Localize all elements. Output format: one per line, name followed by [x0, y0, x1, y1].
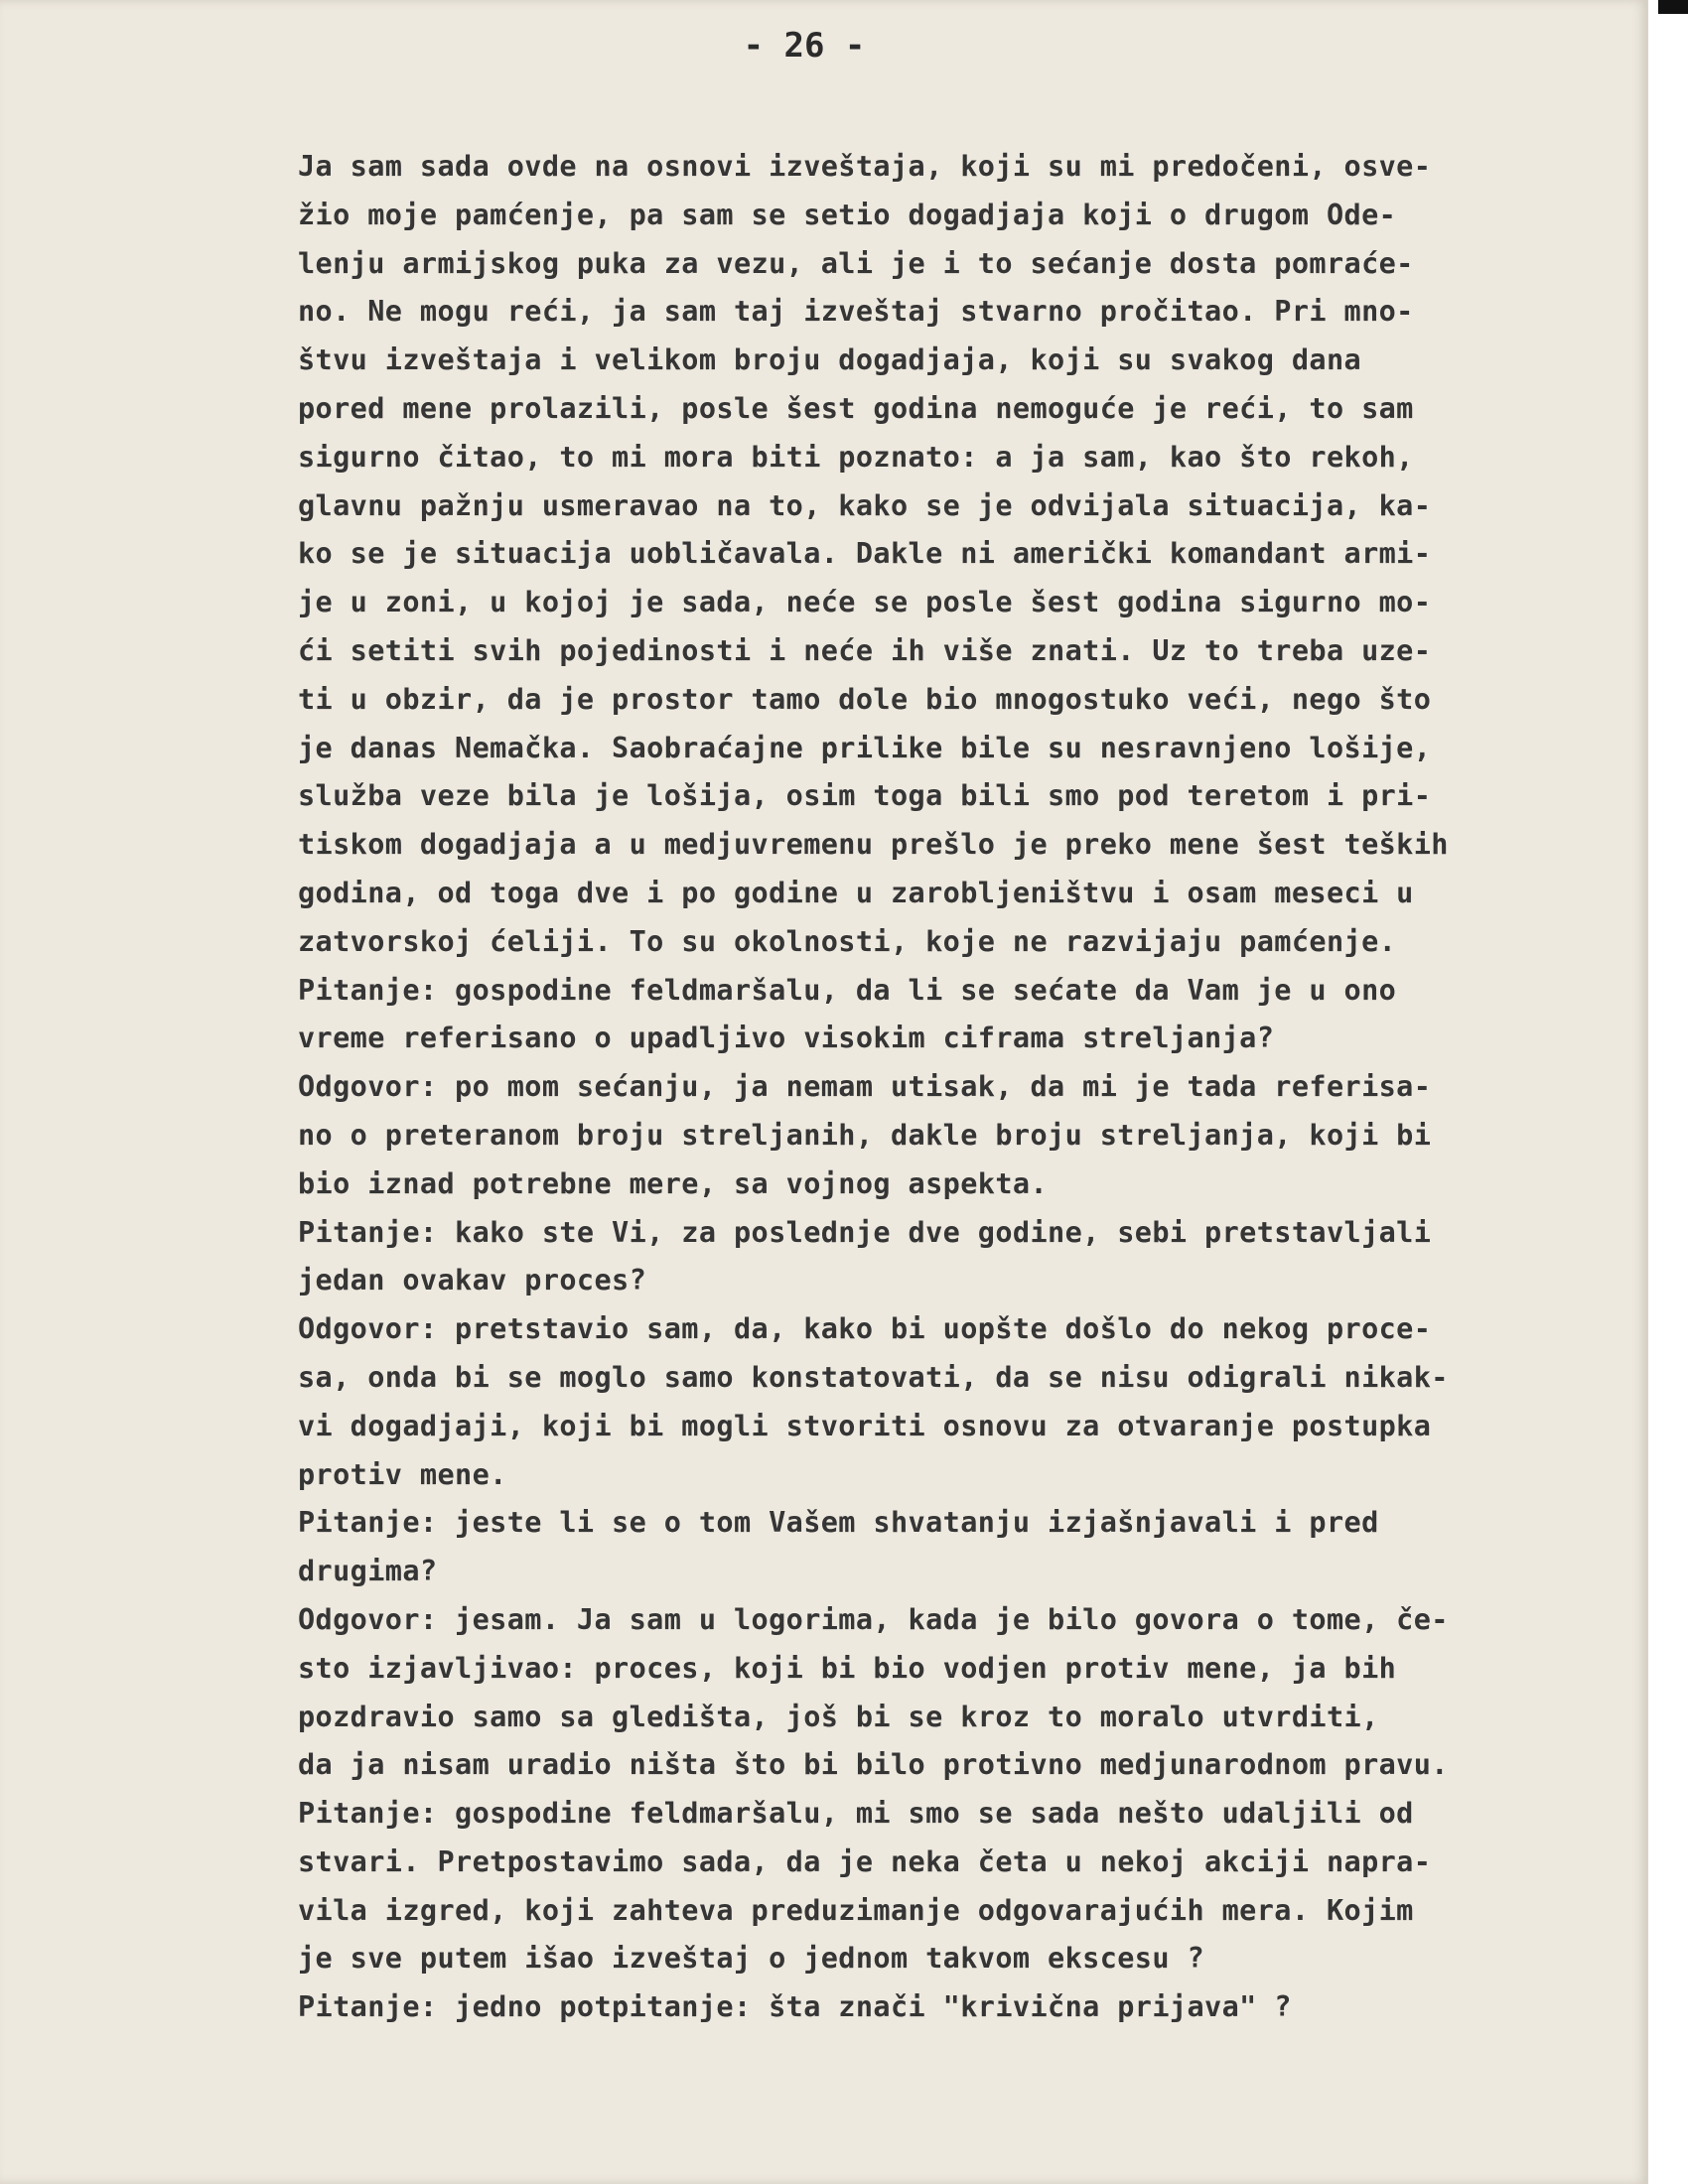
text-line: Odgovor: pretstavio sam, da, kako bi uopšte došlo do nekog proce-	[298, 1312, 1432, 1346]
text-line: sto izjavljivao: proces, koji bi bio vodjen protiv mene, ja bih	[298, 1651, 1397, 1685]
text-line: bio iznad potrebne mere, sa vojnog aspekta.	[298, 1166, 1049, 1200]
text-line: Odgovor: jesam. Ja sam u logorima, kada je bilo govora o tome, če-	[298, 1602, 1449, 1636]
text-line: drugima?	[298, 1555, 438, 1588]
corner-mark	[1658, 0, 1688, 14]
text-line: godina, od toga dve i po godine u zarobljeništvu i osam meseci u	[298, 876, 1414, 909]
text-line: ti u obzir, da je prostor tamo dole bio mnogostuko veći, nego što	[298, 682, 1432, 716]
text-line: pored mene prolazili, posle šest godina nemoguće je reći, to sam	[298, 391, 1414, 425]
text-line: tiskom dogadjaja a u medjuvremenu prešlo je preko mene šest teških	[298, 828, 1449, 862]
text-line: žio moje pamćenje, pa sam se setio dogadjaja koji o drugom Ode-	[298, 198, 1397, 231]
text-line: no o preteranom broju streljanih, dakle broju streljanja, koji bi	[298, 1118, 1432, 1152]
text-line: Pitanje: jeste li se o tom Vašem shvatanju izjašnjavali i pred	[298, 1506, 1379, 1540]
text-line: zatvorskoj ćeliji. To su okolnosti, koje ne razvijaju pamćenje.	[298, 924, 1397, 958]
text-line: protiv mene.	[298, 1457, 507, 1491]
text-line: štvu izveštaja i velikom broju dogadjaja, koji su svakog dana	[298, 343, 1362, 377]
text-line: Pitanje: kako ste Vi, za poslednje dve godine, sebi pretstavljali	[298, 1215, 1432, 1249]
text-line: Pitanje: gospodine feldmaršalu, da li se sećate da Vam je u ono	[298, 973, 1397, 1007]
text-line: Pitanje: jedno potpitanje: šta znači "krivična prijava" ?	[298, 1990, 1292, 2024]
text-line: Odgovor: po mom sećanju, ja nemam utisak, da mi je tada referisa-	[298, 1070, 1432, 1104]
text-line: vreme referisano o upadljivo visokim ciframa streljanja?	[298, 1022, 1275, 1055]
page-edge	[1646, 0, 1688, 2184]
text-line: je u zoni, u kojoj je sada, neće se posle šest godina sigurno mo-	[298, 586, 1432, 619]
text-line: Pitanje: gospodine feldmaršalu, mi smo se sada nešto udaljili od	[298, 1797, 1414, 1831]
text-line: lenju armijskog puka za vezu, ali je i to sećanje dosta pomraće-	[298, 246, 1414, 280]
typewritten-text	[298, 143, 1638, 2032]
text-line: sa, onda bi se moglo samo konstatovati, da se nisu odigrali nikak-	[298, 1360, 1449, 1394]
text-line: pozdravio samo sa gledišta, još bi se kroz to moralo utvrditi,	[298, 1700, 1379, 1733]
text-line: glavnu pažnju usmeravao na to, kako se je odvijala situacija, ka-	[298, 488, 1432, 522]
text-line: služba veze bila je lošija, osim toga bili smo pod teretom i pri-	[298, 779, 1432, 813]
text-line: vi dogadjaji, koji bi mogli stvoriti osnovu za otvaranje postupka	[298, 1409, 1432, 1442]
text-line: vila izgred, koji zahteva preduzimanje odgovarajućih mera. Kojim	[298, 1893, 1414, 1927]
text-line: da ja nisam uradio ništa što bi bilo protivno medjunarodnom pravu.	[298, 1748, 1449, 1782]
text-line: ko se je situacija uobličavala. Dakle ni američki komandant armi-	[298, 537, 1432, 571]
text-line: je sve putem išao izveštaj o jednom takvom ekscesu ?	[298, 1942, 1205, 1976]
page-number: - 26 -	[743, 26, 866, 66]
text-line: jedan ovakav proces?	[298, 1264, 647, 1297]
text-line: ći setiti svih pojedinosti i neće ih više znati. Uz to treba uze-	[298, 633, 1432, 667]
text-line: no. Ne mogu reći, ja sam taj izveštaj stvarno pročitao. Pri mno-	[298, 295, 1414, 329]
text-line: Ja sam sada ovde na osnovi izveštaja, koji su mi predočeni, osve-	[298, 150, 1432, 183]
text-line: sigurno čitao, to mi mora biti poznato: a ja sam, kao što rekoh,	[298, 440, 1414, 474]
text-line: je danas Nemačka. Saobraćajne prilike bile su nesravnjeno lošije,	[298, 731, 1432, 764]
text-line: stvari. Pretpostavimo sada, da je neka četa u nekoj akciji napra-	[298, 1844, 1432, 1878]
